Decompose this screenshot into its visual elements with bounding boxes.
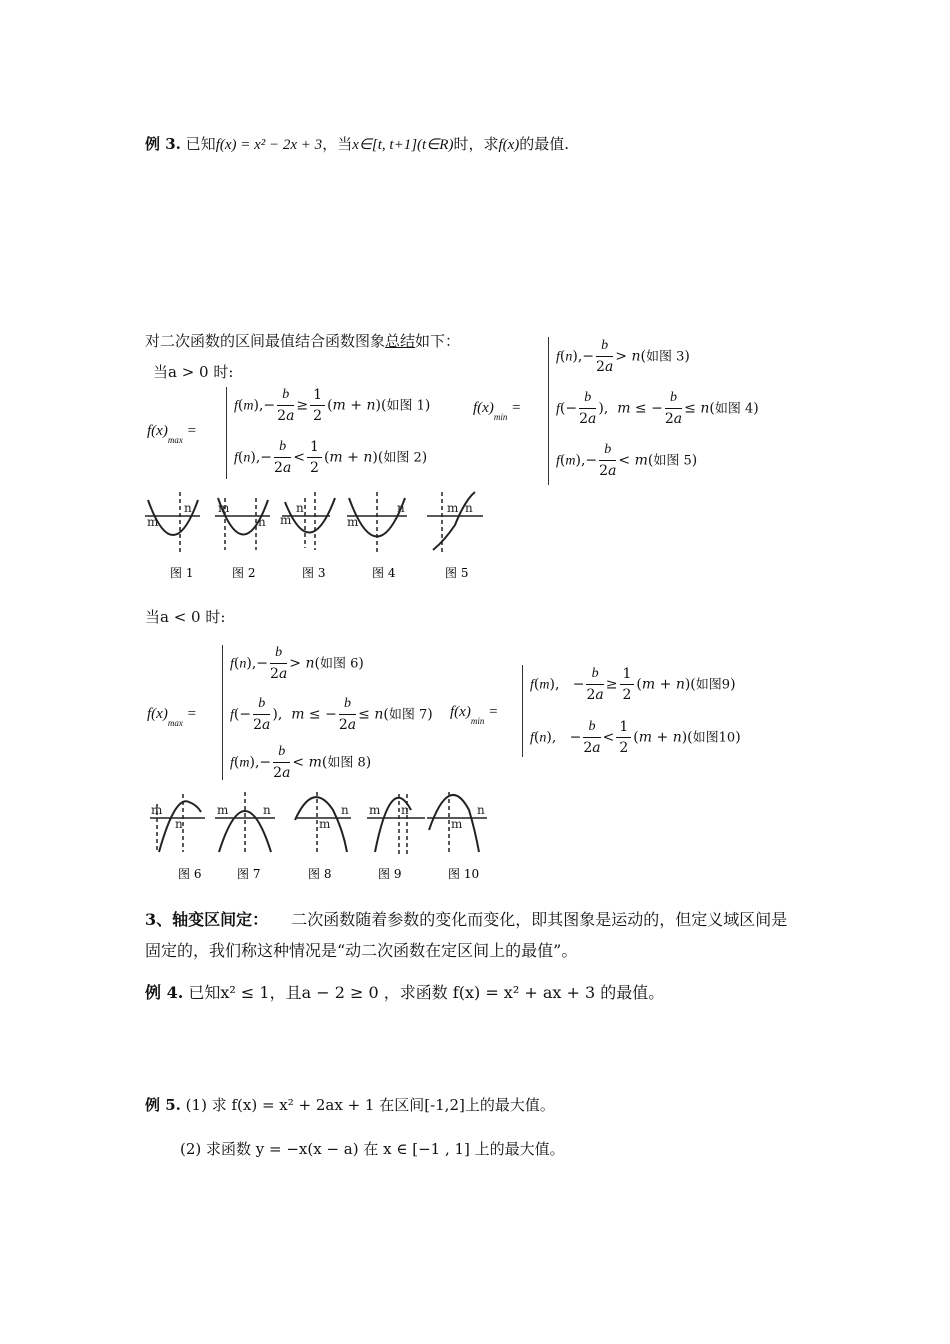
caption-fig1: 图 1 (170, 566, 194, 580)
neg-min-row-2: f(n), − $\frac{b}{2a}$ < $\frac{1}{2}$ (m + n)(如图10) (530, 719, 741, 756)
caption-fig2: 图 2 (232, 566, 256, 580)
pos-max-brace (226, 387, 227, 479)
svg-text:m: m (447, 501, 459, 515)
example4-text: 已知x² ≤ 1，且a − 2 ≥ 0 ，求函数 f(x) = x² + ax + 3 的最值。 (188, 983, 665, 1002)
figure-3 (280, 492, 335, 550)
svg-text:n: n (465, 501, 473, 515)
example4-label: 例 4. (145, 983, 184, 1002)
svg-text:n: n (263, 803, 271, 817)
pos-min-row-3: f(m),− $\frac{b}{2a}$ < m(如图 5) (556, 442, 698, 479)
svg-text:n: n (258, 515, 266, 529)
case-negative-label: 当a < 0 时: (145, 608, 226, 626)
example5-label: 例 5. (145, 1096, 181, 1114)
summary-title-text: 对二次函数的区间最值结合函数图象 (145, 332, 386, 350)
svg-text:m: m (319, 817, 331, 831)
caption-fig9: 图 9 (378, 867, 402, 881)
example3-line (145, 133, 569, 154)
example3-text-d: 的最值. (519, 135, 570, 153)
neg-fmin: f(x) (450, 704, 471, 720)
example3-text-b: ，当 (322, 135, 353, 153)
neg-fmin-lhs (450, 704, 499, 726)
figure-1 (145, 492, 200, 552)
svg-text:m: m (280, 513, 292, 527)
pos-max-eq: = (186, 423, 197, 439)
neg-min-eq: = (488, 704, 499, 720)
neg-max-eq: = (186, 706, 197, 722)
caption-fig4: 图 4 (372, 566, 396, 580)
example3-label: 例 3. (145, 135, 181, 153)
section3-line1 (145, 907, 787, 930)
pos-max-sub: max (167, 435, 183, 445)
caption-fig6: 图 6 (178, 867, 202, 881)
figure-7 (215, 792, 275, 854)
pos-fmin: f(x) (473, 400, 494, 416)
figure-2 (215, 498, 270, 550)
section3-text2: 固定的，我们称这种情况是“动二次函数在定区间上的最值”。 (145, 941, 578, 960)
neg-max-brace (222, 645, 223, 780)
caption-fig5: 图 5 (445, 566, 469, 580)
summary-title-underlined: 总结 (385, 332, 416, 350)
svg-text:m: m (347, 515, 359, 529)
example3-text-c: 时，求 (453, 135, 499, 153)
example4-line (145, 980, 664, 1003)
caption-fig7: 图 7 (237, 867, 261, 881)
example5-line1 (145, 1094, 555, 1115)
svg-text:n: n (477, 803, 485, 817)
neg-max-row-1: f(n),− $\frac{b}{2a}$ > n(如图 6) (230, 645, 364, 682)
caption-fig3: 图 3 (302, 566, 326, 580)
figure-8 (295, 792, 351, 854)
neg-fmax: f(x) (147, 706, 168, 722)
pos-fmax: f(x) (147, 423, 168, 439)
example3-text-a: 已知 (185, 135, 216, 153)
neg-max-row-2: f(− $\frac{b}{2a}$ ), m ≤ − $\frac{b}{2a}$ ≤ n(如图 7) (230, 696, 433, 733)
example5-part1: (1) 求 f(x) = x² + 2ax + 1 在区间[-1,2]上的最大值。 (185, 1096, 555, 1114)
neg-fmax-lhs (147, 706, 197, 728)
caption-fig8: 图 8 (308, 867, 332, 881)
section3-text1: 二次函数随着参数的变化而变化，即其图象是运动的，但定义域区间是 (291, 910, 788, 929)
figure-5 (427, 492, 483, 552)
pos-min-sub: min (493, 412, 508, 422)
pos-min-brace (548, 337, 549, 485)
svg-text:m: m (217, 803, 229, 817)
svg-text:m: m (218, 501, 230, 515)
svg-text:n: n (397, 501, 405, 515)
neg-min-sub: min (470, 716, 485, 726)
pos-fmax-lhs (147, 423, 197, 445)
neg-max-row-3: f(m),− $\frac{b}{2a}$ < m(如图 8) (230, 744, 372, 778)
figures-negative (145, 790, 505, 890)
section3-heading: 3、轴变区间定： (145, 910, 269, 929)
figure-10 (427, 792, 487, 854)
svg-text:m: m (369, 803, 381, 817)
pos-min-row-2: f(− $\frac{b}{2a}$ ), m ≤ − $\frac{b}{2a}$ ≤ n(如图 4) (556, 390, 759, 427)
pos-fmin-lhs (473, 400, 522, 422)
figures-positive (140, 490, 500, 590)
figure-6 (150, 794, 205, 852)
example3-formula2: x∈[t, t+1](t∈R) (352, 137, 454, 153)
svg-text:m: m (151, 803, 163, 817)
svg-text:m: m (451, 817, 463, 831)
svg-text:n: n (184, 501, 192, 515)
caption-fig10: 图 10 (448, 867, 480, 881)
svg-text:n: n (401, 803, 409, 817)
neg-min-row-1: f(m), − $\frac{b}{2a}$ ≥ $\frac{1}{2}$ (m + n)(如图9) (530, 666, 736, 703)
pos-min-eq: = (511, 400, 522, 416)
svg-text:n: n (341, 803, 349, 817)
summary-title (145, 330, 460, 351)
pos-min-row-1: f(n),− $\frac{b}{2a}$ > n(如图 3) (556, 338, 690, 375)
figure-4 (347, 492, 407, 552)
summary-title-tail: 如下： (415, 332, 461, 350)
case-positive-label: 当a > 0 时: (153, 363, 234, 381)
example3-formula3: f(x) (498, 137, 520, 153)
figure-9 (367, 794, 425, 854)
svg-text:m: m (147, 515, 159, 529)
example5-part2: (2) 求函数 y = −x(x − a) 在 x ∈ [−1 , 1] 上的最大值。 (180, 1140, 565, 1158)
svg-text:n: n (296, 501, 304, 515)
svg-text:n: n (175, 817, 183, 831)
pos-max-row-2: f(n),− $\frac{b}{2a}$ < $\frac{1}{2}$ (m + n)(如图 2) (234, 439, 428, 476)
example3-formula1: f(x) = x² − 2x + 3 (215, 137, 323, 153)
neg-max-sub: max (167, 718, 183, 728)
pos-max-row-1: f(m),− $\frac{b}{2a}$ ≥ $\frac{1}{2}$ (m + n)(如图 1) (234, 387, 431, 424)
neg-min-brace (522, 665, 523, 757)
